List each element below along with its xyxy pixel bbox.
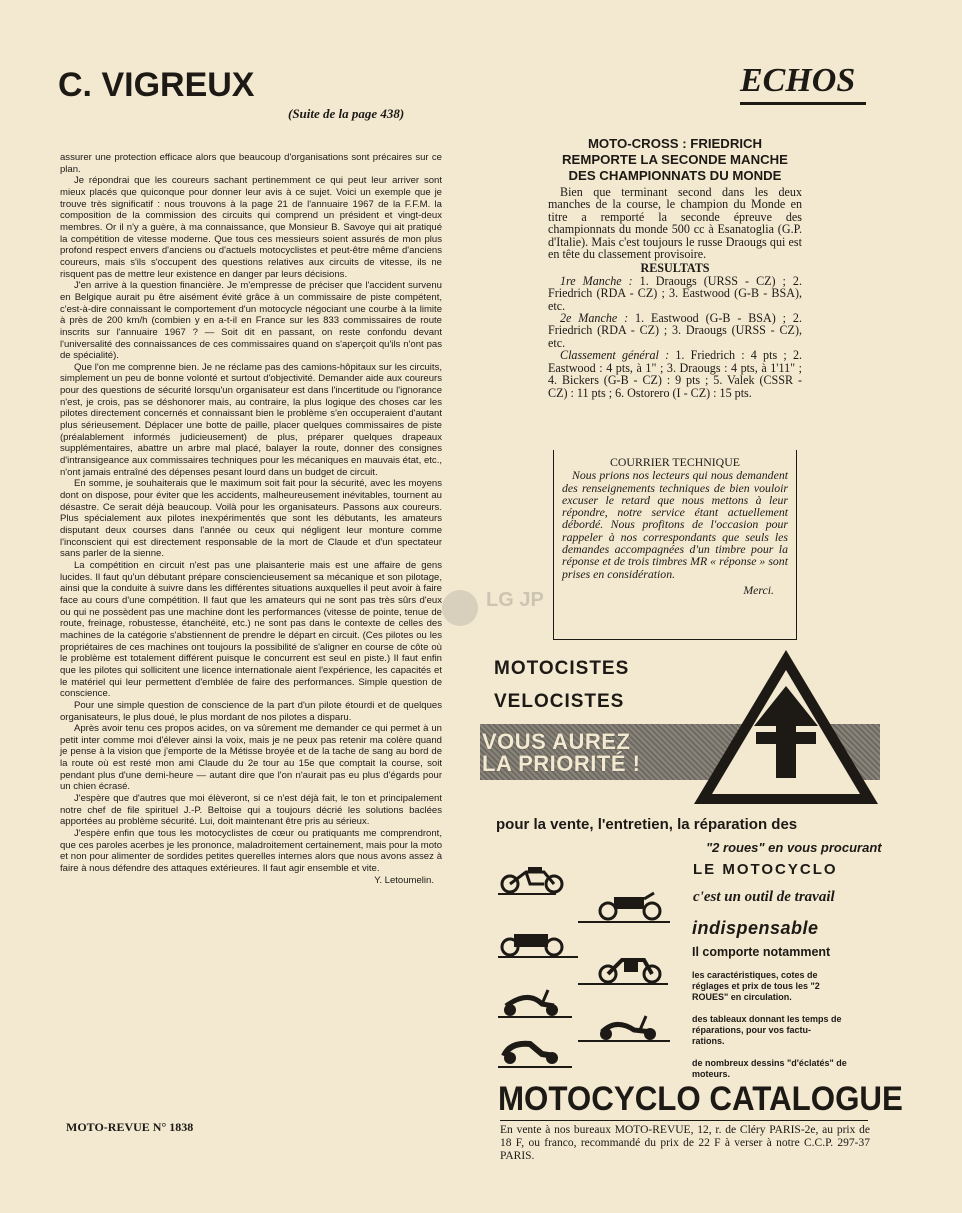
illustration-ground-line (498, 893, 556, 895)
illustration-ground-line (498, 1066, 572, 1068)
motorcycle-illustration-icon (596, 889, 666, 921)
article-signature: Y. Letoumelin. (374, 874, 434, 886)
echo-headline-line: MOTO-CROSS : FRIEDRICH (587, 136, 763, 151)
motorcycle-illustration-icon (596, 952, 666, 984)
echo-headline-line: REMPORTE LA SECONDE MANCHE (562, 152, 788, 167)
ad-comporte: Il comporte notamment (692, 945, 831, 959)
priority-line-2: LA PRIORITÉ ! (482, 751, 641, 776)
scooter-illustration-icon (498, 1034, 568, 1066)
echo-intro: Bien que terminant second dans les deux manches de la course, le champion du Monde en titre a remporté la seconde épreuve des championnats du monde 500 cc à Esanatoglia (G.P. d'Italie). Mais c'est toujours le russe Draougs qui est en tête du classement provisoire. (548, 185, 802, 262)
result-manche-1 (548, 275, 802, 312)
ad-two-roues: "2 roues" en vous procurant (706, 840, 882, 855)
ad-outil: c'est un outil de travail (693, 889, 835, 905)
issue-footer: MOTO-REVUE N° 1838 (66, 1120, 194, 1134)
echo-body (548, 186, 802, 399)
echo-headline (548, 136, 802, 184)
ad-velocistes: VELOCISTES (494, 691, 625, 712)
ad-bullet-specs: les caractéristiques, cotes de réglages et prix de tous les "2 ROUES" en circulation. (692, 970, 820, 1002)
manche-1-text: 1. Draougs (URSS - CZ) ; 2. Friedrich (RDA - CZ) ; 3. Eastwood (G-B - BSA), etc. (548, 273, 802, 313)
general-text: 1. Friedrich : 4 pts ; 2. Eastwood : 4 pts, à 1" ; 3. Draougs : 4 pts, à 1'11" ; 4. Bickers (G-B - CZ) : 9 pts ; 5. Valek (CSSR - CZ) : 11 pts ; 6. Ostorero (I - CZ) : 15 pts. (548, 348, 803, 400)
ad-motocistes: MOTOCISTES (494, 658, 630, 679)
article-paragraph: J'espère enfin que tous les motocyclistes de cœur ou pratiquants me comprendront, que ces paroles acerbes je les prononce, maladroitement certainement, mais pour la moto et non pour alimenter de sordides petites querelles internes alors que nous avons assez à faire à nous défendre des attaques extérieures. Il faut agir ensemble et vite. (60, 828, 442, 875)
article-paragraph: J'espère que d'autres que moi élèveront, si ce n'est déjà fait, le ton et principalement notre chef de file spirituel J.-P. Beltoise qui a toujours décrié les solutions baclées apportées au problème sécurité. Lui, doit maintenant être pris au sérieux. (60, 793, 442, 828)
article-paragraph: La compétition en circuit n'est pas une plaisanterie mais est une affaire de gens lucides. Il faut qu'un débutant prépare consciencieusement sa mécanique et son pilotage, ainsi que la conduite à suivre dans les différentes situations auxquelles il peut avoir à faire face au cours d'une compétition. Il faut que les amateurs qui ne sont pas très sûrs d'eux ou qui ne possèdent pas une machine dont les performances (vitesse de pointe, tenue de route, freinage, robustesse, étanchéité, etc.) ne sont pas dans le contexte de celles des machines de la catégorie s'abstiennent de prendre le départ en circuit. (Ces pilotes ou les propriétaires de ces machines ont toujours la possibilité de s'aligner en course de côte où le problème est totalement différent puisque le concurrent est seul en piste.) Il faut enfin que les pilotes qui sollicitent une licence internationale aient l'expérience, les capacités et le matériel qui leur permettent d'emblée de faire des performances. Simple question de conscience. (60, 559, 442, 700)
echo-headline-line: DES CHAMPIONNATS DU MONDE (568, 168, 782, 183)
results-heading: RESULTATS (640, 261, 710, 276)
article-paragraph: assurer une protection efficace alors que beaucoup d'organisations sont précaires sur ce plan. (60, 152, 442, 175)
catalogue-title: MOTOCYCLO CATALOGUE (498, 1080, 903, 1118)
motorcycle-illustration-icon (498, 925, 568, 957)
catalogue-rule (500, 1120, 868, 1121)
scooter-illustration-icon (498, 986, 568, 1018)
priority-line-1: VOUS AUREZ (482, 729, 631, 754)
illustration-ground-line (578, 921, 670, 923)
article-paragraph: Que l'on me comprenne bien. Je ne réclame pas des camions-hôpitaux sur les circuits, simplement un peu de bonne volonté et surtout d'objectivité. Demander aide aux coureurs pour des questions de sécurité lorsqu'un organisateur est dans l'incertitude ou l'ignorance n'est, je crois, pas se déshonorer mais, au contraire, la plus logique des choses car les pilotes directement concernés et connaissant bien le problème s'en occuperaient d'autant plus sérieusement. Déplacer une botte de paille, placer quelques commissaires de piste (préalablement informés judicieusement) de plus, préparer quelques drapeaux supplémentaires, abattre un arbre mal placé, balayer la route, donner des consignes d'intransigeance aux commissaires techniques pour les mécaniques en mauvais état, etc., n'ont jamais entraîné des dépenses pesant lourd dans un budget de circuit. (60, 361, 442, 478)
manche-2-label: 2e Manche : (560, 311, 629, 326)
moped-illustration-icon (498, 862, 568, 894)
article-paragraph: Après avoir tenu ces propos acides, on va sûrement me demander ce qui permet à un petit inter comme moi d'élever ainsi la voix, mais je ne peux pas retenir ma colère quand je pense à la vision que j'emporte de la Métisse broyée et de la tache de sang au bord de la route où est resté mon ami Claude du 2e tour au 15e que comptait la course, soit pendant plus d'une demi-heure — autant dire que l'on n'aurait pas eu plus d'égards pour un chien écrasé. (60, 723, 442, 793)
result-general (548, 349, 802, 399)
priority-road-sign-icon (690, 644, 882, 810)
collector-watermark-icon (438, 578, 544, 638)
priority-band-text (482, 731, 640, 775)
illustration-ground-line (498, 956, 578, 958)
continued-from-note: (Suite de la page 438) (288, 106, 405, 121)
section-title-underline (740, 102, 866, 105)
courrier-signoff: Merci. (743, 582, 774, 597)
general-label: Classement général : (560, 348, 670, 363)
ad-audience (494, 652, 629, 718)
illustration-ground-line (578, 983, 668, 985)
ad-indispensable: indispensable (692, 918, 819, 938)
courrier-body: Nous prions nos lecteurs qui nous demandent des renseignements techniques de bien vouloir excuser le retard que nous mettons à leur répondre, notre service étant actuellement débordé. Nous profitons de l'occasion pour rappeler à nos correspondants que seuls les demandes accompagnées d'un timbre pour la réponse et de trois timbres MR « réponse » sont prises en considération. (562, 468, 788, 581)
article-author-title: C. VIGREUX (58, 66, 255, 104)
ad-bullet-tables: des tableaux donnant les temps de réparations, pour vos factu-rations. (692, 1014, 842, 1046)
manche-1-label: 1re Manche : (560, 273, 633, 288)
illustration-ground-line (578, 1040, 670, 1042)
courrier-technique-box (553, 450, 797, 640)
ad-bullet-drawings: de nombreux dessins "d'éclatés" de moteurs. (692, 1058, 847, 1079)
result-manche-2 (548, 312, 802, 349)
article-column (60, 152, 442, 886)
article-paragraph: Pour une simple question de conscience de la part d'un pilote étourdi et de quelques organisateurs, le plus doué, le plus mordant de nos pilotes a disparu. (60, 699, 442, 723)
ad-brand: LE MOTOCYCLO (693, 861, 838, 878)
scooter-illustration-icon (594, 1010, 664, 1042)
illustration-ground-line (498, 1016, 572, 1018)
courrier-title: COURRIER TECHNIQUE (610, 455, 740, 469)
ad-tagline: pour la vente, l'entretien, la réparation des (496, 816, 798, 833)
section-title-echos: ECHOS (740, 62, 856, 99)
catalogue-order-info: En vente à nos bureaux MOTO-REVUE, 12, r. de Cléry PARIS-2e, au prix de 18 F, ou franco, recommandé du prix de 22 F à verser à notre C.C.P. 297-37 PARIS. (500, 1124, 870, 1162)
article-paragraph: J'en arrive à la question financière. Je m'empresse de préciser que l'accident survenu en Belgique aurait pu être aisément évité grâce à un commissaire de piste compétent, c'est-à-dire connaissant le comportement d'un motocycle négociant une courbe à la limite à près de 200 km/h (combien y en a-t-il en France sur les 833 commissaires de route inscrits sur l'annuaire 1967 ? — Soit dit en passant, on reste confondu devant l'universalité des connaissances de ces commissaires quand on s'aperçoit qu'ils n'ont pas de spécialité). (60, 280, 442, 362)
watermark-text: LG JP (486, 589, 544, 611)
article-paragraph: En somme, je souhaiterais que le maximum soit fait pour la sécurité, avec les moyens dont on dispose, pour éviter que les accidents, malheureusement inévitables, tournent au désastre. Ce serait déjà beaucoup. Voilà pour les organisateurs. Passons aux coureurs. Plus spécialement aux pilotes inexpérimentés que sont les débutants, les amateurs disputant deux courses dans l'année ou ceux qui négligent leur monture comme l'inconscient qui est directement responsable de la mort de Claude et d'un spectateur sans parler de la sienne. (60, 478, 442, 560)
article-paragraph: Je répondrai que les coureurs sachant pertinemment ce qui peut leur arriver sont mieux placés que quiconque pour donner leur avis à ce sujet. Voici un exemple que je trouve très significatif : nous trouvons à la page 21 de l'annuaire 1967 de la F.F.M. la composition de la commission des circuits qui comprend un président et vingt-deux membres. Or il n'y a guère, à ma connaissance, que Monsieur B. Savoye qui ait pratiqué la compétition de vitesse moderne. Que tous ces messieurs soient assurés de mon plus profond respect envers d'anciens ou d'actuels motocyclistes et peut-être même d'anciens coureurs, mais s'ils s'occupent des questions relatives aux circuits de vitesse, ils ne risquent pas de mettre leur existence en danger par leurs décisions. (60, 175, 442, 280)
manche-2-text: 1. Eastwood (G-B - BSA) ; 2. Friedrich (RDA - CZ) ; 3. Draougs (URSS - CZ), etc. (548, 311, 802, 350)
